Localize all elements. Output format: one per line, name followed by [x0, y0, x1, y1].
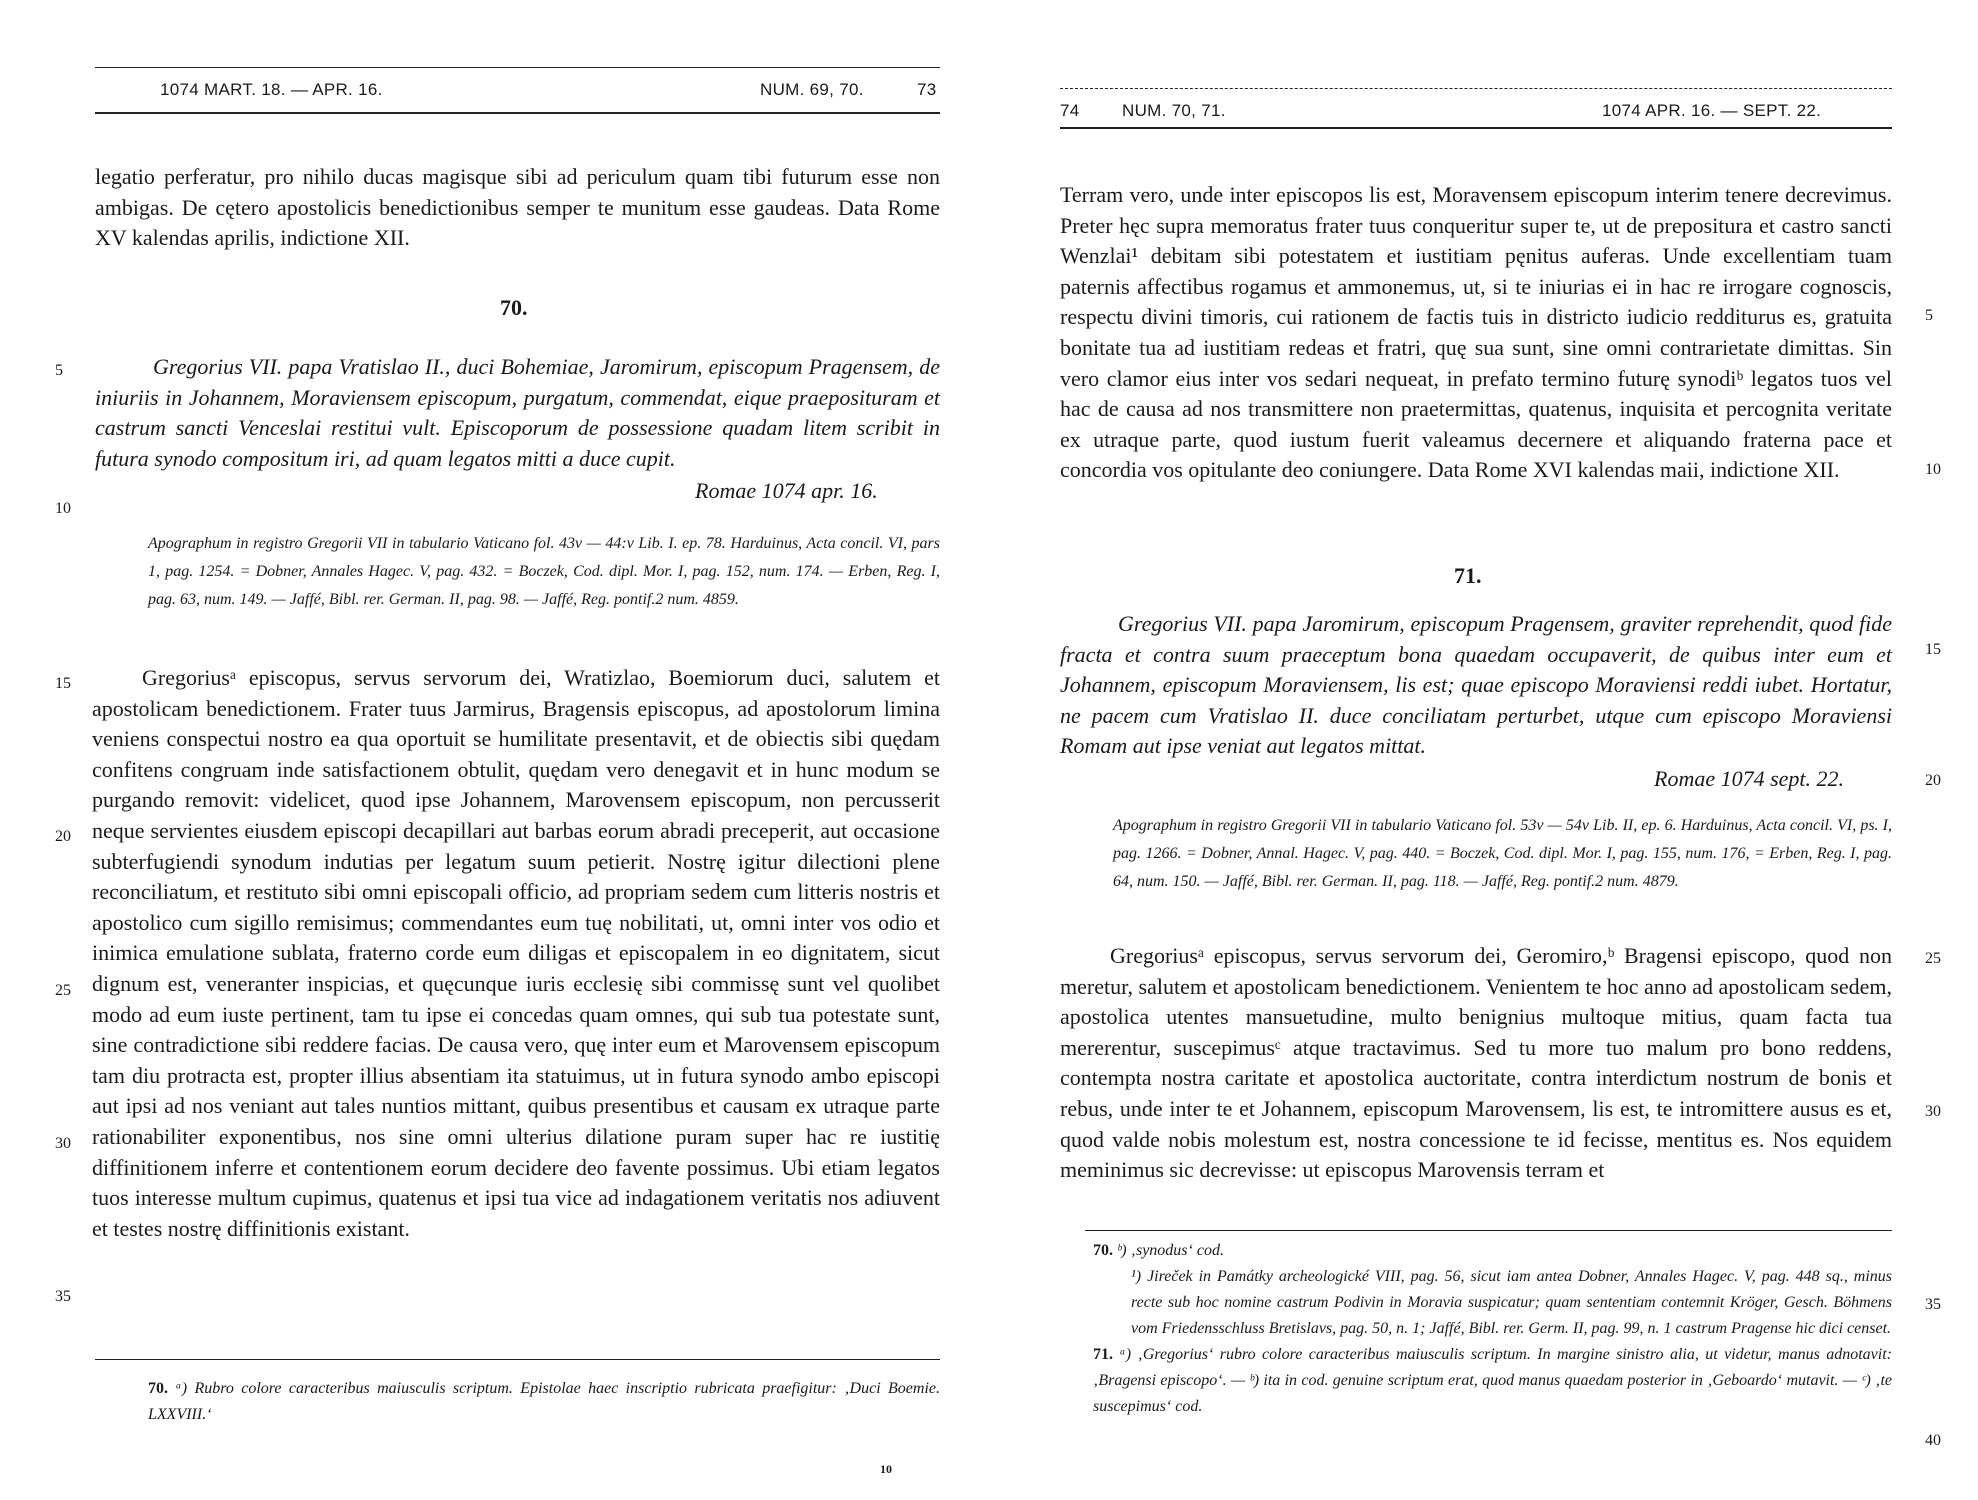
footnote-text: ᵃ) Rubro colore caracteribus maiusculis scriptum. Epistolae haec inscriptio rubricata praefigitur: ‚Duci Boemie. LXXVIII.‘ [148, 1380, 941, 1423]
letter-paragraph: Gregoriusᵃ episcopus, servus servorum dei, Geromiro,ᵇ Bragensi episcopo, quod non meretur, salutem et apostolicam benedictionem. Venientem te hoc anno ad apostolicam sedem, apostolica utentes mansuetudine, multo benignius multoque mitius, quam facta tua mererentur, suscepimusᶜ atque tractavimus. Sed tu more tuo malum pro bono reddens, contempta nostra caritate et apostolica auctoritate, contra interdictum nostrum de bonis et rebus, unde inter te et Johannem, episcopum Marovensem, lis est, te intromittere ausus es et, quod valde nobis molestum est, nostra concessione te id fecisse, mentitus es. Nos equidem meminimus sic decrevisse: ut episcopus Marovensis terram et [1060, 943, 1893, 1183]
continuation-paragraph: Terram vero, unde inter episcopos lis est, Moravensem episcopum interim tenere decrevimus. Preter hęc supra memoratus frater tuus conqueritur super te, ut de prepositura et castro sancti Wenzlai¹ debitam sibi potestatem et iustitiam pęnitus auferas. Unde excellentiam tuam paternis affectibus rogamus et ammonemus, ut, si te iniurias ei in hac re irrogare cognoscis, respectu divini timoris, cui rationem de factis tuis in districto iudicio redditurus es, gratuita bonitate tua ad iustitiam redeas et fratri, quę sua sunt, sine omni contrarietate dimittas. Sin vero clamor eius inter vos sedari nequeat, in prefato termino futurę synodiᵇ legatos tuos vel hac de causa ad nos transmittere non praetermittas, quatenus, inquisita et percognita veritate ex utraque parte, quod iustum fuerit valeamus decernere et aliquando fraterna pace et concordia vos opitulante deo coniungere. Data Rome XVI kalendas maii, indictione XII. [1060, 182, 1892, 483]
line-number: 30 [55, 1135, 71, 1152]
line-number: 35 [1925, 1296, 1941, 1313]
footnote-rule [1085, 1230, 1892, 1231]
header-rule-bottom [1060, 127, 1892, 129]
header-letter-numbers: NUM. 69, 70. [760, 80, 864, 99]
header-letter-numbers: NUM. 70, 71. [1122, 101, 1226, 120]
letter-number: 70. [500, 295, 528, 320]
footnotes [148, 1376, 940, 1428]
letter-summary: Gregorius VII. papa Vratislao II., duci Bohemiae, Jaromirum, episcopum Pragensem, de iniuriis in Johannem, Moraviensem episcopum, purgatum, commendat, eique praeposituram et castrum sancti Venceslai restitui vult. Episcoporum de possessione quadam litem scribit in futura synodo compositum iri, ad quam legatos mitti a duce cupit. [95, 354, 940, 471]
footnote [1093, 1238, 1892, 1264]
continuation-text [1060, 180, 1892, 486]
header-page-number: 73 [917, 80, 937, 99]
footnote [148, 1376, 940, 1428]
header-rule-bottom [95, 112, 940, 114]
footnote-ref: 70. [148, 1380, 168, 1397]
letter-number: 71. [1454, 563, 1482, 588]
footnote [1093, 1264, 1892, 1342]
header-date-range: 1074 MART. 18. — APR. 16. [160, 80, 383, 99]
letter-body [1060, 941, 1892, 1186]
header-rule-top [1060, 88, 1892, 89]
intro-text [95, 162, 940, 254]
footnote-ref: 70. [1093, 1242, 1113, 1259]
source-citations: Apographum in registro Gregorii VII in tabulario Vaticano fol. 53v — 54v Lib. II, ep. 6. Harduinus, Acta concil. VI, ps. I, pag. 1266. = Dobner, Annal. Hagec. V, pag. 440. = Boczek, Cod. dipl. Mor. I, pag. 155, num. 176, = Erben, Reg. I, pag. 64, num. 150. — Jaffé, Bibl. rer. German. II, pag. 118. — Jaffé, Reg. pontif.2 num. 4879. [1113, 817, 1892, 890]
signature-mark: 10 [880, 1462, 892, 1476]
header-page-number: 74 [1060, 101, 1080, 120]
letter-summary: Gregorius VII. papa Jaromirum, episcopum Pragensem, graviter reprehendit, quod fide fracta et contra suum praeceptum bona quaedam occupaverit, de quibus inter eum et Johannem, episcopum Moraviensem, lis est; quae episcopo Moraviensi reddi iubet. Hortatur, ne pacem cum Vratislao II. duce conciliatam perturbet, utque cum episcopo Moraviensi Romam aut ipse veniat aut legatos mittat. [1060, 611, 1892, 759]
line-number: 25 [55, 982, 71, 999]
header-rule-top [95, 67, 940, 68]
line-number: 25 [1925, 950, 1941, 967]
letter-paragraph: Gregoriusᵃ episcopus, servus servorum dei, Wratizlao, Boemiorum duci, salutem et apostolicam benedictionem. Frater tuus Jarmirus, Bragensis episcopus, ad apostolorum limina veniens conspectui nostro ea qua oportuit se humilitate presentavit, et de obiectis sibi quędam confitens congruam inde satisfactionem obtulit, quędam vero denegavit et in hunc modum se purgando removit: videlicet, quod ipse Johannem, Marovensem episcopum, non percusserit neque servientes eiusdem episcopi decapillari aut barbas eorum abradi preceperit, aut occasione subterfugiendi synodum indutias per legatum suum petierit. Nostrę igitur dilectioni plene reconciliatum, et restituto sibi omni episcopali officio, ad propriam sedem cum litteris nostris et apostolico cum sigillo remisimus; commendantes eum tuę nobilitati, ut, omni inter vos odio et inimica emulatione sublata, fraterno corde eum diligas et episcopalem in eo dignitatem, sicut dignum est, veneranter inspicias, et quęcunque iuris ecclesię sibi commissę sunt vel quolibet modo ad eum iuste pertinent, tam tu ipse ei concedas quam omnes, qui sub tua potestate sunt, sine contradictione sibi reddere facias. De causa vero, quę inter eum et Marovensem episcopum tam diu protracta est, propter illius absentiam ita statuimus, ut in futura synodo ambo episcopi aut ipsi ad nos veniant aut tales nuntios mittant, quibus presentibus et causam ex utraque parte rationabiliter exponentibus, nos sine omni ulterius dilatione puram super hac re iustitię diffinitionem inferre et contentionem eorum decidere deo favente possimus. Ubi etiam legatos tuos interesse multum cupimus, quatenus et ipsi tua vice ad indagationem veritatis nos adiuvent et testes nostrę diffinitionis existant. [92, 665, 940, 1241]
footnote-rule [95, 1359, 940, 1360]
footnote [1093, 1342, 1892, 1420]
line-number: 20 [55, 828, 71, 845]
line-number: 35 [55, 1288, 71, 1305]
header-date-range: 1074 APR. 16. — SEPT. 22. [1602, 101, 1822, 120]
line-number: 5 [55, 362, 63, 379]
footnotes [1093, 1238, 1892, 1420]
line-number: 40 [1925, 1432, 1941, 1449]
line-number: 10 [55, 500, 71, 517]
line-number: 20 [1925, 772, 1941, 789]
source-citations: Apographum in registro Gregorii VII in tabulario Vaticano fol. 43v — 44:v Lib. I. ep. 78. Harduinus, Acta concil. VI, pars 1, pag. 1254. = Dobner, Annales Hagec. V, pag. 432. = Boczek, Cod. dipl. Mor. I, pag. 152, num. 174. — Erben, Reg. I, pag. 63, num. 149. — Jaffé, Bibl. rer. German. II, pag. 98. — Jaffé, Reg. pontif.2 num. 4859. [148, 535, 940, 608]
letter-date: Romae 1074 apr. 16. [695, 478, 878, 503]
line-number: 10 [1925, 461, 1941, 478]
right-page [990, 0, 1978, 1500]
line-number: 15 [55, 675, 71, 692]
letter-date: Romae 1074 sept. 22. [1654, 766, 1845, 791]
intro-paragraph: legatio perferatur, pro nihilo ducas magisque sibi ad periculum quam tibi futurum esse non ambigas. De cętero apostolicis benedictionibus semper te munitum esse gaudeas. Data Rome XV kalendas aprilis, indictione XII. [95, 164, 940, 251]
footnote-ref: 71. [1093, 1346, 1113, 1363]
footnote-text: ᵃ) ‚Gregorius‘ rubro colore caracteribus maiusculis scriptum. In margine sinistro alia, ut videtur, manus adnotavit: ‚Bragensi episcopo‘. — ᵇ) ita in cod. genuine scriptum erat, quod manus quaedam posterior in ‚Geboardo‘ mutavit. — ᶜ) ‚te suscepimus‘ cod. [1093, 1346, 1893, 1415]
letter-body [92, 663, 940, 1244]
line-number: 30 [1925, 1103, 1941, 1120]
line-number: 15 [1925, 641, 1941, 658]
footnote-text: ᵇ) ‚synodus‘ cod. [1117, 1242, 1224, 1259]
footnote-text: ¹) Jireček in Památky archeologické VIII, pag. 56, sicut iam antea Dobner, Annales Hagec. V, pag. 448 sq., minus recte sub hoc nomine castrum Podivin in Moravia suspicatur; quam sententiam contemnit Kröger, Gesch. Böhmens vom Friedensschluss Bretislavs, pag. 50, n. 1; Jaffé, Bibl. rer. Germ. II, pag. 99, n. 1 castrum Pragense hic dici censet. [1131, 1268, 1892, 1337]
line-number: 5 [1925, 307, 1933, 324]
